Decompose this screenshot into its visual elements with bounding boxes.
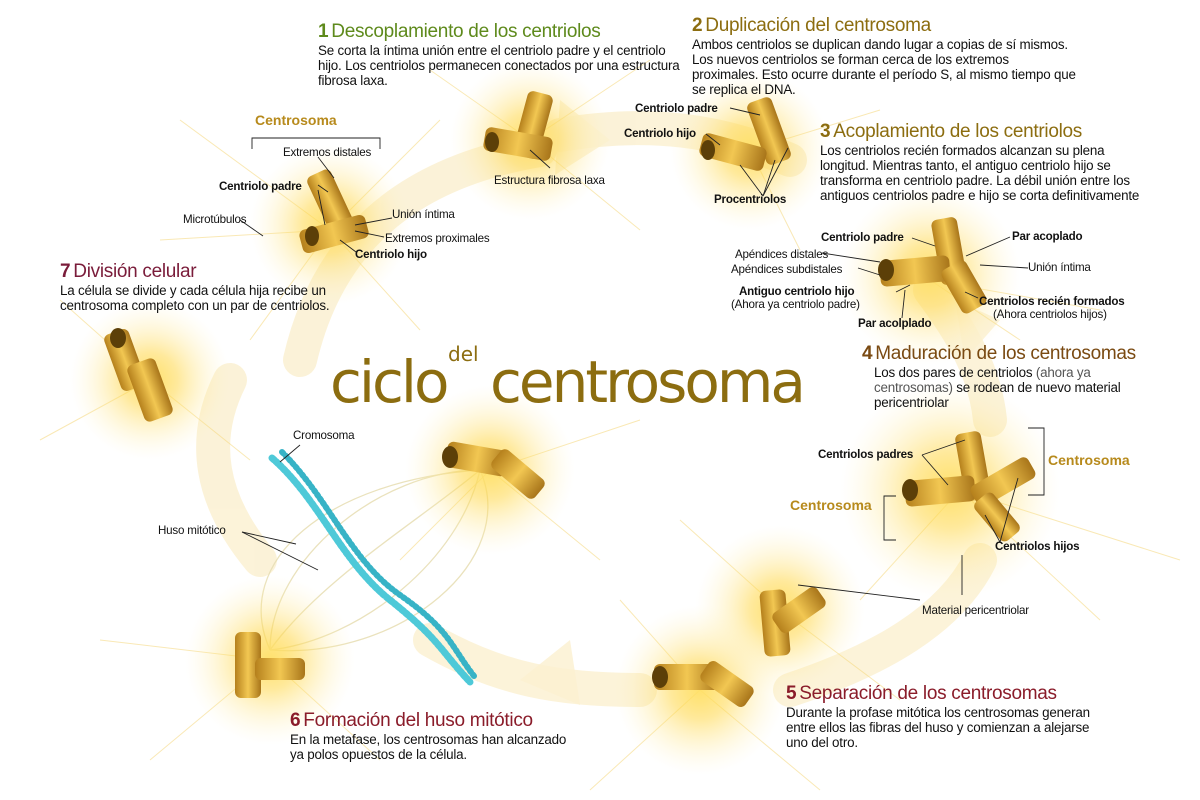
label-microtubulos: Microtúbulos: [183, 213, 247, 226]
label-apendices-subdistales: Apéndices subdistales: [731, 263, 843, 276]
step-title: Separación de los centrosomas: [799, 683, 1057, 704]
step-number: 7: [60, 261, 71, 282]
label-centriolos-recien-formados-sub: (Ahora centriolos hijos): [993, 308, 1107, 321]
step-1: [318, 22, 688, 88]
label-centriolos-hijos: Centriolos hijos: [995, 540, 1080, 553]
step-number: 4: [862, 343, 873, 364]
label-material-pericentriolar: Material pericentriolar: [922, 604, 1029, 617]
step-5: [786, 684, 1096, 750]
label-centriolo-hijo: Centriolo hijo: [624, 127, 696, 140]
step-number: 5: [786, 683, 797, 704]
label-centriolo-padre: Centriolo padre: [821, 231, 904, 244]
label-extremos-distales: Extremos distales: [283, 146, 372, 159]
step-number: 1: [318, 21, 329, 42]
label-estructura-fibrosa: Estructura fibrosa laxa: [494, 174, 605, 187]
step-title: Duplicación del centrosoma: [705, 15, 931, 36]
label-centriolos-padres: Centriolos padres: [818, 448, 914, 461]
step-number: 6: [290, 710, 301, 731]
label-centriolo-padre: Centriolo padre: [219, 180, 302, 193]
label-union-intima: Unión íntima: [1028, 261, 1091, 274]
diagram-title: [330, 340, 850, 430]
step-description: Ambos centriolos se duplican dando lugar a copias de sí mismos. Los nuevos centriolos se forman cerca de los extremos proximales. Esto ocurre durante el período S, al mismo tiempo que se replica el DNA.: [692, 37, 1076, 97]
label-centrosoma: Centrosoma: [790, 497, 872, 513]
step-title: Acoplamiento de los centriolos: [833, 121, 1082, 142]
label-centrosoma: Centrosoma: [255, 112, 337, 128]
label-procentriolos: Procentriolos: [714, 193, 787, 206]
step-description: Durante la profase mitótica los centrosomas generan entre ellos las fibras del huso y comienzan a alejarse uno del otro.: [786, 705, 1090, 750]
label-extremos-proximales: Extremos proximales: [385, 232, 490, 245]
step-number: 2: [692, 15, 703, 36]
label-centriolo-padre: Centriolo padre: [635, 102, 718, 115]
label-huso-mitotico: Huso mitótico: [158, 524, 226, 537]
label-antiguo-centriolo-hijo: Antiguo centriolo hijo: [739, 285, 855, 298]
label-union-intima: Unión íntima: [392, 208, 455, 221]
label-antiguo-centriolo-hijo-sub: (Ahora ya centriolo padre): [731, 298, 860, 311]
step-3: [820, 122, 1150, 203]
label-cromosoma: Cromosoma: [293, 429, 355, 442]
step-4: [862, 344, 1162, 410]
step-description: Los centriolos recién formados alcanzan su plena longitud. Mientras tanto, el antiguo centriolo hijo se transforma en centriolo padre. La débil unión entre los antiguos centriolos padre e hijo se corta definitivamente: [820, 143, 1140, 203]
step-number: 3: [820, 121, 831, 142]
label-apendices-distales: Apéndices distales: [735, 248, 829, 261]
label-centriolo-hijo: Centriolo hijo: [355, 248, 427, 261]
step-title: Maduración de los centrosomas: [875, 343, 1136, 364]
step-description: Se corta la íntima unión entre el centriolo padre y el centriolo hijo. Los centriolos permanecen conectados por una estructura fibrosa laxa.: [318, 43, 680, 88]
step-7: [60, 262, 335, 313]
title-word-centrosoma: centrosoma: [490, 348, 803, 416]
step-2: [692, 16, 1077, 97]
label-par-acoplado: Par acoplado: [1012, 230, 1083, 243]
label-par-acoplado-2: Par acolplado: [858, 317, 932, 330]
step-title: Formación del huso mitótico: [303, 710, 533, 731]
step-description: Los dos pares de centriolos (ahora ya centrosomas) se rodean de nuevo material pericentriolar: [874, 365, 1121, 410]
step-description: La célula se divide y cada célula hija recibe un centrosoma completo con un par de centriolos.: [60, 283, 330, 313]
step-title: División celular: [73, 261, 197, 282]
label-centrosoma: Centrosoma: [1048, 452, 1130, 468]
step-6: [290, 711, 570, 762]
title-del: del: [448, 342, 479, 366]
label-centriolos-recien-formados: Centriolos recién formados: [979, 295, 1125, 308]
step-title: Descoplamiento de los centriolos: [331, 21, 601, 42]
step-description: En la metafase, los centrosomas han alcanzado ya polos opuestos de la célula.: [290, 732, 567, 762]
title-word-ciclo: ciclo: [330, 348, 447, 416]
